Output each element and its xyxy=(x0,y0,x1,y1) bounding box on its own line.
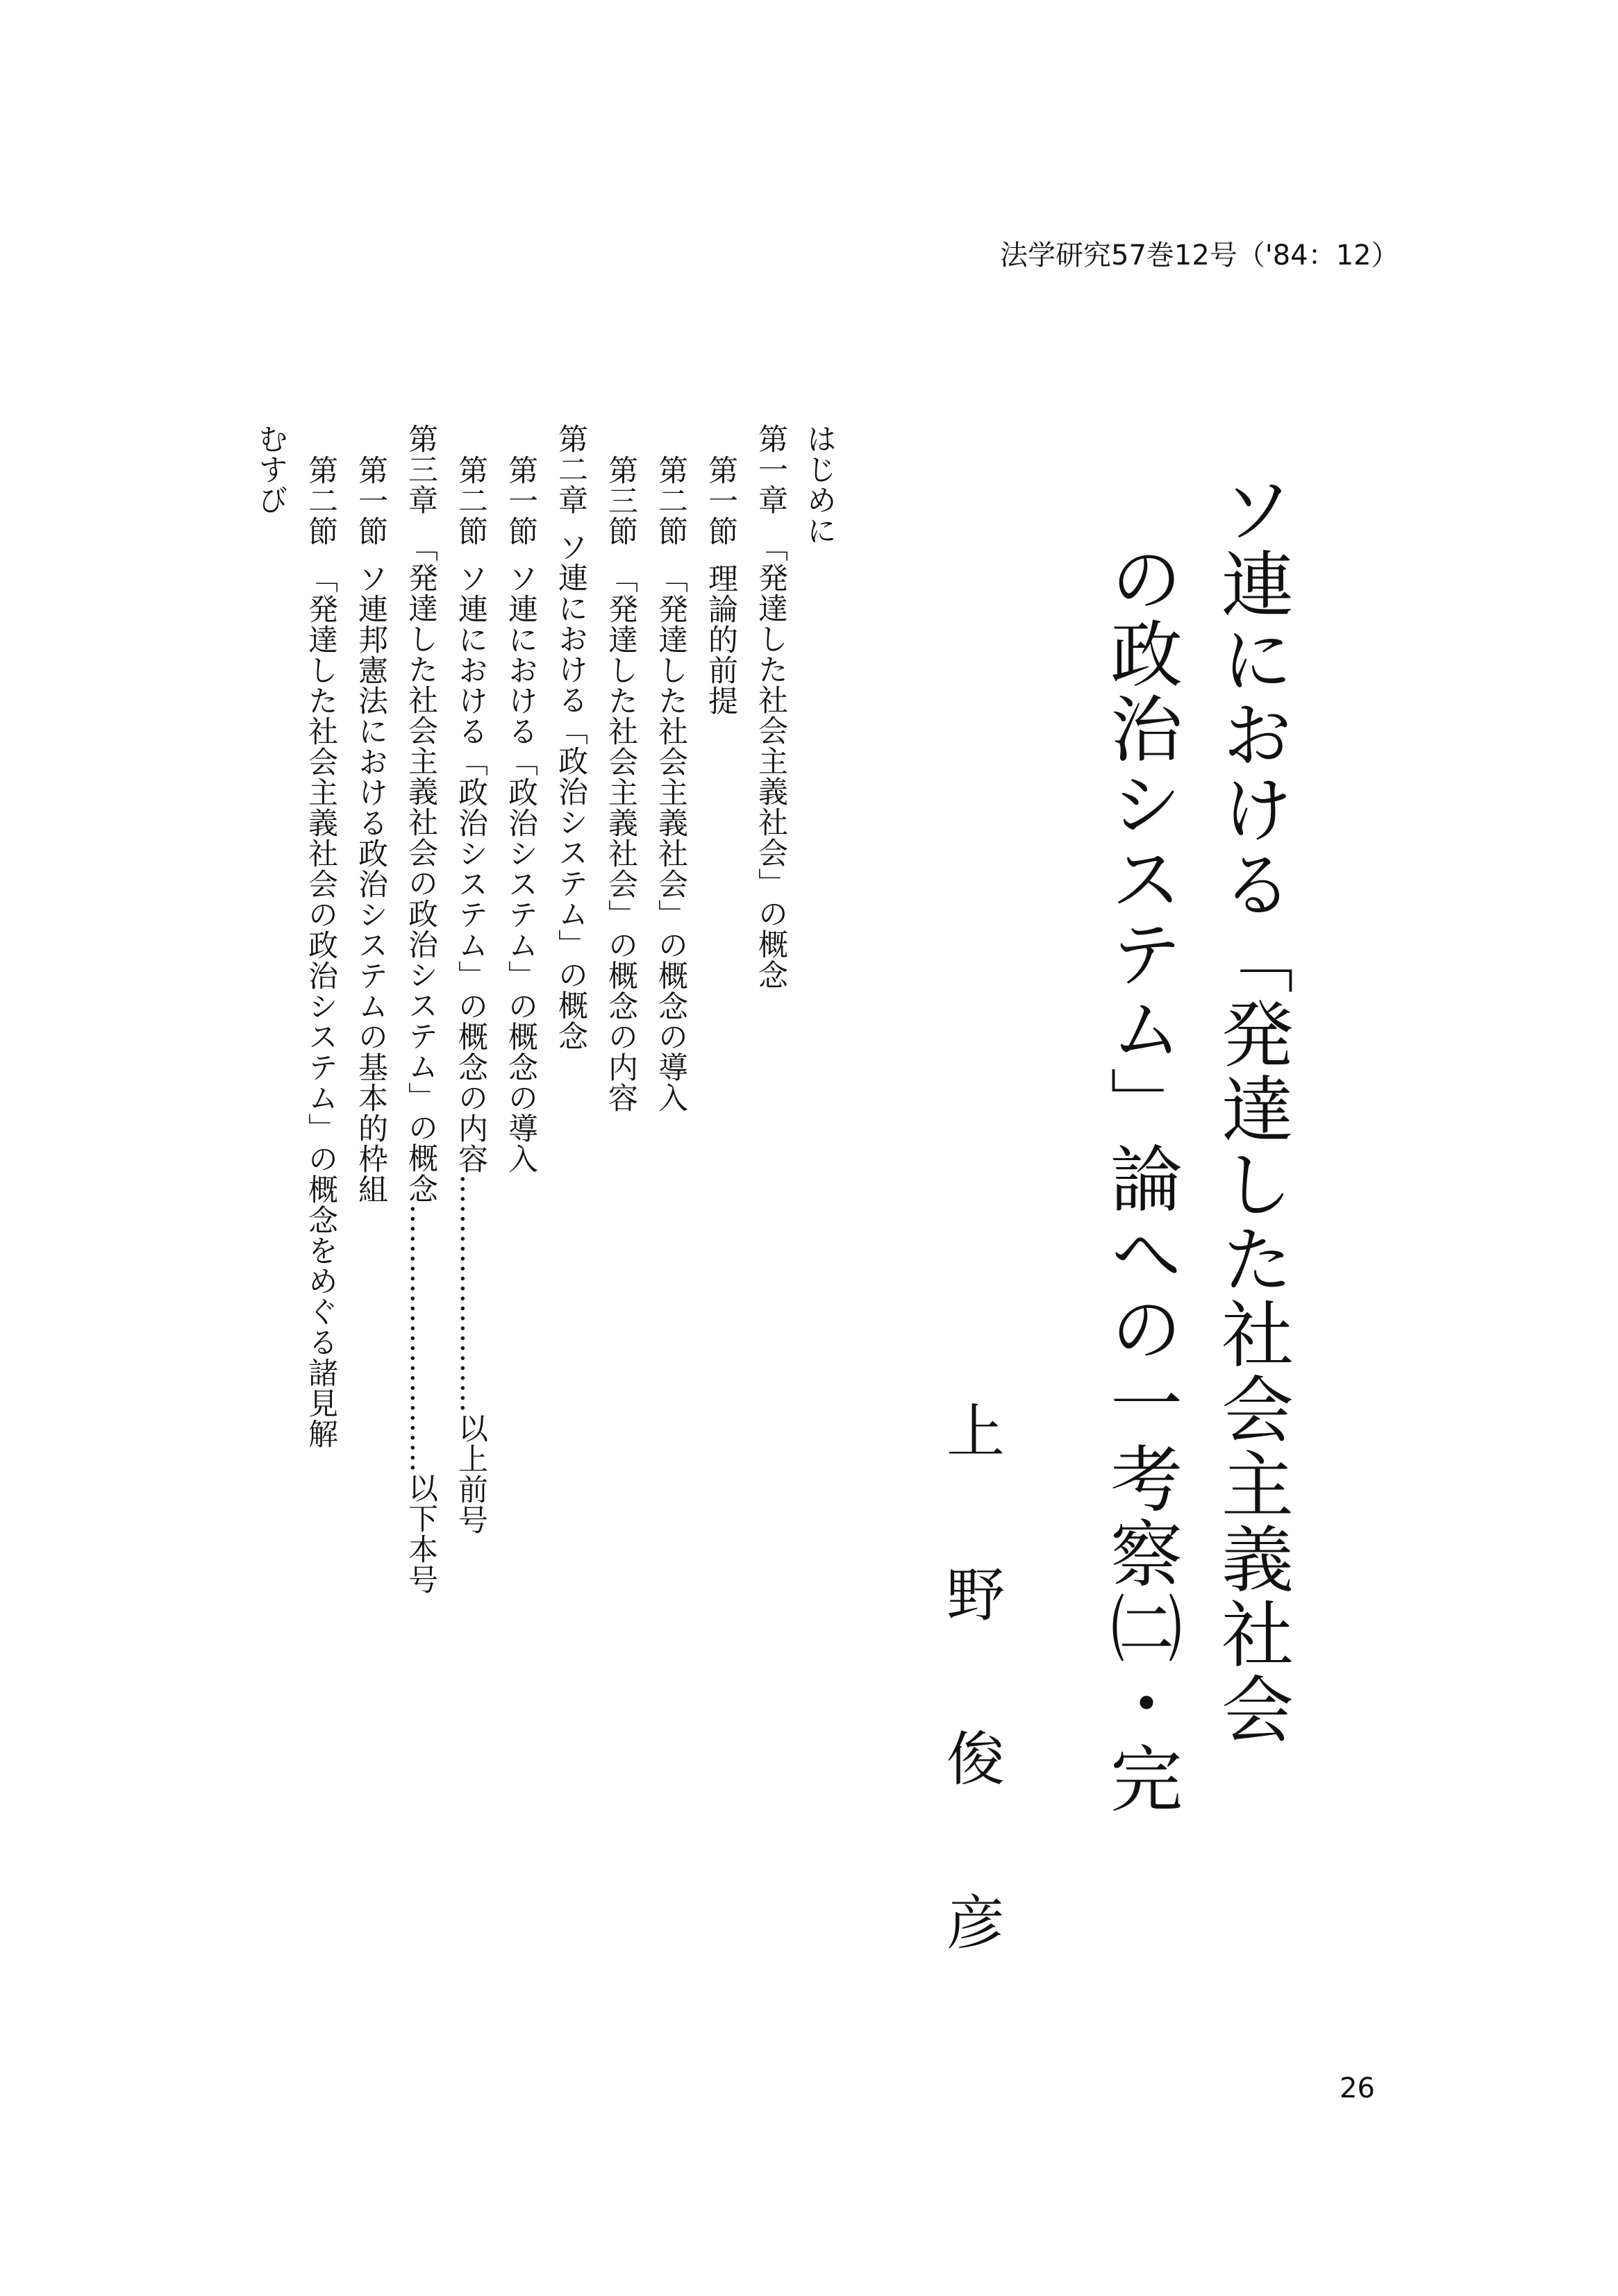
toc-label: 第一節 xyxy=(503,455,538,546)
toc-label: 第二章 xyxy=(553,424,588,515)
page-number: 26 xyxy=(1340,2072,1375,2104)
toc-label: 第一章 xyxy=(753,424,788,515)
toc-entry xyxy=(550,424,592,1051)
author-name xyxy=(937,1398,1014,2013)
toc-text: 「発達した社会主義社会」の概念 xyxy=(753,532,788,990)
toc-entry xyxy=(300,455,342,1449)
toc-label: はじめに xyxy=(802,424,837,546)
toc-entry xyxy=(250,424,292,515)
author-char: 野 xyxy=(946,1561,1005,1629)
author-char: 上 xyxy=(946,1398,1005,1466)
toc-text: ソ連における「政治システム」の概念の導入 xyxy=(503,563,538,1174)
toc-label: むすび xyxy=(253,424,288,515)
toc-text: 理論的前提 xyxy=(703,563,738,716)
toc-text: ソ連における「政治システム」の概念の内容 xyxy=(453,563,488,1174)
toc-label: 第二節 xyxy=(453,455,488,546)
toc-leader-dots: ……………………… xyxy=(403,1204,438,1473)
toc-entry xyxy=(650,455,692,1113)
toc-label: 第一節 xyxy=(703,455,738,546)
toc-entry xyxy=(799,424,840,546)
toc-label: 第二節 xyxy=(303,455,338,546)
toc-label: 第三節 xyxy=(603,455,638,546)
journal-header: 法学研究57巻12号（'84：12） xyxy=(1000,240,1399,271)
toc-entry xyxy=(350,455,392,1205)
toc-entry xyxy=(400,424,442,1595)
toc-text: ソ連邦憲法における政治システムの基本的枠組 xyxy=(353,563,388,1205)
toc-text: 「発達した社会主義社会の政治システム」の概念 xyxy=(403,532,438,1204)
toc-text: 「発達した社会主義社会」の概念の内容 xyxy=(603,563,638,1113)
toc-text: ソ連における「政治システム」の概念 xyxy=(553,532,588,1051)
toc-note: 以上前号 xyxy=(453,1413,488,1535)
article-title-line-1: ソ連における「発達した社会主義社会 xyxy=(1209,472,1294,1747)
author-char: 俊 xyxy=(946,1725,1005,1793)
toc-entry xyxy=(750,424,792,990)
article-title-line-2: の政治システム」論への一考察㈡・完 xyxy=(1098,542,1183,1816)
toc-text: 「発達した社会主義社会の政治システム」の概念をめぐる諸見解 xyxy=(303,563,338,1449)
toc-label: 第一節 xyxy=(353,455,388,546)
toc-note: 以下本号 xyxy=(403,1473,438,1595)
author-char: 彦 xyxy=(946,1889,1005,1957)
toc-entry xyxy=(500,455,542,1174)
toc-leader-dots: …………………… xyxy=(453,1174,488,1413)
toc-label: 第三章 xyxy=(403,424,438,515)
toc-entry xyxy=(600,455,642,1113)
toc-entry xyxy=(700,455,742,716)
toc-label: 第二節 xyxy=(653,455,688,546)
toc-text: 「発達した社会主義社会」の概念の導入 xyxy=(653,563,688,1113)
toc-entry xyxy=(450,455,492,1535)
